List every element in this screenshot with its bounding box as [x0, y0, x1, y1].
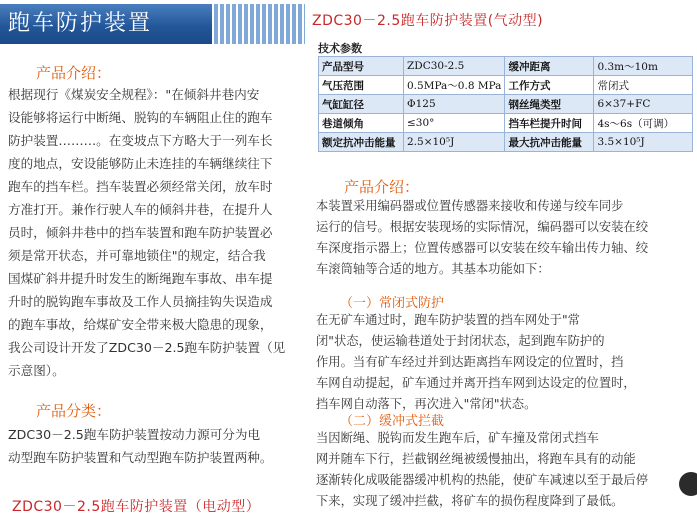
- text-line: 当因断绳、脱钩而发生跑车后，矿车撞及常闭式挡车: [316, 431, 599, 445]
- table-row: [319, 57, 693, 76]
- spec-value-cell: 0.5MPa～0.8 MPa: [404, 76, 505, 95]
- spec-value-cell: Φ125: [404, 95, 505, 114]
- spec-value-cell: 2.5×10⁵J: [404, 133, 505, 152]
- pneumatic-type-title: ZDC30－2.5跑车防护装置(气动型): [312, 13, 544, 29]
- text-line: 作用。当有矿车经过并到达距离挡车网设定的位置时，挡: [316, 355, 624, 369]
- spec-value-cell: ZDC30-2.5: [404, 57, 505, 76]
- classification-heading: 产品分类：: [36, 402, 112, 420]
- spec-value-cell: 0.3m～10m: [594, 57, 693, 76]
- text-line: 员时，倾斜井巷中的挡车装置和跑车防护装置必: [8, 225, 273, 240]
- text-line: 设能够将运行中断绳、脱钩的车辆阻止住的跑车: [8, 110, 273, 125]
- text-line: 挡车网自动落下，再次进入"常闭"状态。: [316, 397, 537, 411]
- scroll-indicator-dot[interactable]: [679, 472, 697, 496]
- right-column: [312, 0, 697, 516]
- function-2-paragraph: [316, 428, 694, 512]
- spec-label-cell: 缓冲距离: [505, 57, 594, 76]
- spec-label-cell: 气缸缸径: [319, 95, 404, 114]
- spec-label-cell: 工作方式: [505, 76, 594, 95]
- banner-stripes-decoration: [212, 4, 305, 44]
- spec-value-cell: 6×37+FC: [594, 95, 693, 114]
- right-intro-heading: 产品介绍：: [344, 178, 420, 196]
- text-line: 度的地点，安设能够防止未连挂的车辆继续往下: [8, 156, 273, 171]
- spec-label-cell: 产品型号: [319, 57, 404, 76]
- function-1-paragraph: [316, 310, 694, 415]
- text-line: 须是常开状态，并可靠地锁住"的规定，结合我: [8, 248, 266, 263]
- text-line: 我公司设计开发了ZDC30－2.5跑车防护装置（见: [8, 340, 286, 355]
- spec-label-cell: 巷道倾角: [319, 114, 404, 133]
- text-line: 国煤矿斜井提升时发生的断绳跑车事故、串车提: [8, 271, 273, 286]
- table-row: [319, 133, 693, 152]
- intro-paragraph: [8, 83, 298, 382]
- text-line: 示意图）。: [8, 363, 65, 378]
- text-line: ZDC30－2.5跑车防护装置按动力源可分为电: [8, 427, 261, 442]
- spec-value-cell: 4s～6s（可调）: [594, 114, 693, 133]
- table-row: [319, 76, 693, 95]
- text-line: 的跑车事故，给煤矿安全带来极大隐患的现象，: [8, 317, 273, 332]
- spec-label-cell: 气压范围: [319, 76, 404, 95]
- tech-params-label: 技术参数: [318, 42, 362, 55]
- spec-value-cell: 常闭式: [594, 76, 693, 95]
- text-line: 方准打开。兼作行驶人车的倾斜井巷，在提升人: [8, 202, 273, 217]
- spec-label-cell: 额定抗冲击能量: [319, 133, 404, 152]
- text-line: 闭"状态，使运输巷道处于封闭状态，起到跑车防护的: [316, 334, 605, 348]
- text-line: 升时的脱钩跑车事故及工作人员摘挂钩失误造成: [8, 294, 273, 309]
- text-line: 在无矿车通过时，跑车防护装置的挡车网处于"常: [316, 313, 580, 327]
- text-line: 动型跑车防护装置和气动型跑车防护装置两种。: [8, 450, 273, 465]
- text-line: 本装置采用编码器或位置传感器来接收和传递与绞车同步: [316, 199, 624, 213]
- text-line: 逐渐转化成吸能器缓冲机构的热能，使矿车减速以至于最后停: [316, 473, 649, 487]
- spec-label-cell: 最大抗冲击能量: [505, 133, 594, 152]
- text-line: 防护装置………。在变坡点下方略大于一列车长: [8, 133, 273, 148]
- function-2-heading: （二）缓冲式拦截: [340, 414, 445, 429]
- spec-value-cell: 3.5×10⁵J: [594, 133, 693, 152]
- table-row: [319, 95, 693, 114]
- spec-value-cell: ≤30°: [404, 114, 505, 133]
- intro-heading: 产品介绍：: [36, 64, 112, 82]
- text-line: 车深度指示器上；位置传感器可以安装在绞车输出传力轴、绞: [316, 241, 649, 255]
- text-line: 跑车的挡车栏。挡车装置必须经常关闭，放车时: [8, 179, 273, 194]
- left-column: [0, 0, 305, 516]
- text-line: 车网自动提起，矿车通过并离开挡车网到达设定的位置时，: [316, 376, 636, 390]
- spec-label-cell: 钢丝绳类型: [505, 95, 594, 114]
- function-1-heading: （一）常闭式防护: [340, 296, 445, 311]
- text-line: 根据现行《煤炭安全规程》："在倾斜井巷内安: [8, 87, 260, 102]
- spec-label-cell: 挡车栏提升时间: [505, 114, 594, 133]
- text-line: 运行的信号。根据安装现场的实际情况，编码器可以安装在绞: [316, 220, 649, 234]
- text-line: 网并随车下行，拦截钢丝绳被缓慢抽出，将跑车具有的动能: [316, 452, 636, 466]
- spec-table: [318, 56, 693, 152]
- electric-type-title: ZDC30－2.5跑车防护装置（电动型）: [12, 499, 261, 515]
- page-banner-title: 跑车防护装置: [0, 4, 212, 44]
- text-line: 下来，实现了缓冲拦截，将矿车的损伤程度降到了最低。: [316, 494, 624, 508]
- text-line: 车滚筒轴等合适的地方。其基本功能如下：: [316, 262, 550, 276]
- classification-paragraph: [8, 423, 298, 469]
- right-intro-paragraph: [316, 196, 694, 280]
- table-row: [319, 114, 693, 133]
